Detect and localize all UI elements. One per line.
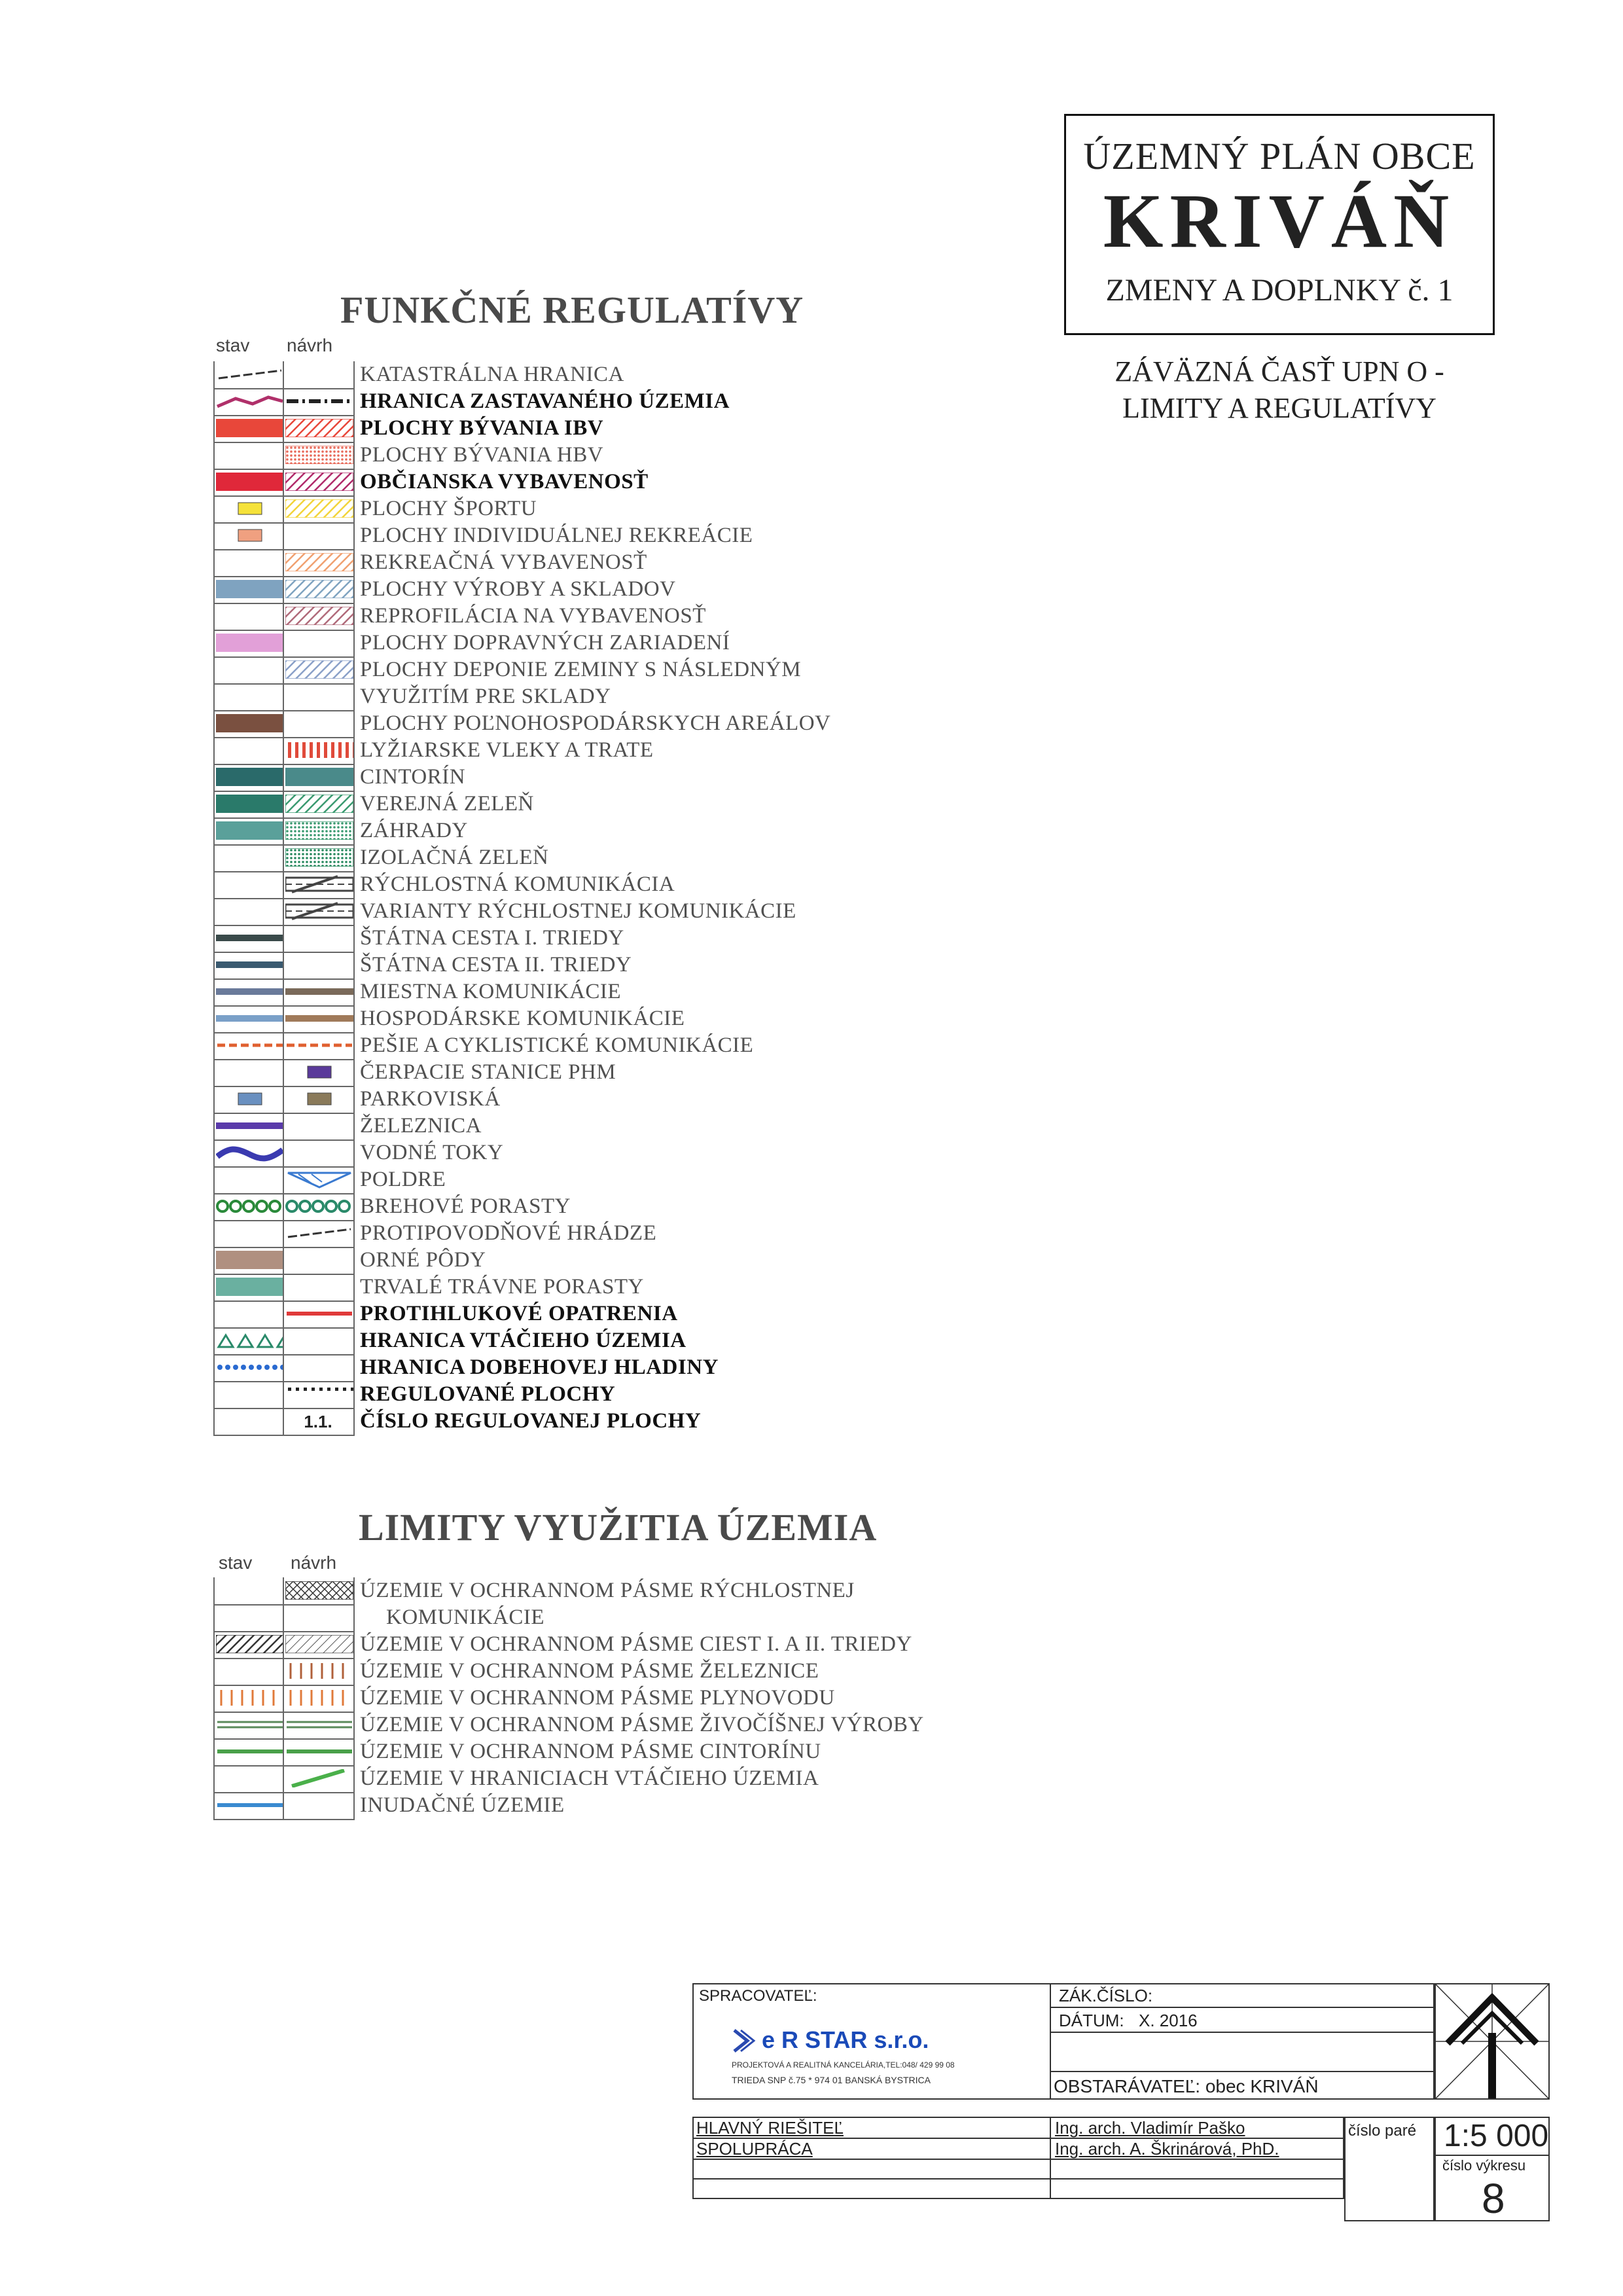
- limity-swatch-stav: [216, 1581, 284, 1600]
- stamp-empty-row-1: [692, 2159, 1051, 2179]
- regulativy-legend-row: [0, 469, 1047, 495]
- regulativy-legend-label: PARKOVISKÁ: [360, 1087, 501, 1111]
- title-village-name: KRIVÁŇ: [1103, 178, 1456, 264]
- house-emblem-icon: [1436, 1984, 1548, 2098]
- limity-swatch-navrh: [285, 1689, 353, 1707]
- regulativy-legend-row: [0, 495, 1047, 522]
- limity-legend-label: ÚZEMIE V OCHRANNOM PÁSME CIEST I. A II. TRIEDY: [360, 1632, 912, 1656]
- regulativy-swatch-navrh: [285, 929, 353, 947]
- regulativy-legend-row: [0, 415, 1047, 442]
- regulativy-legend-label: PLOCHY DEPONIE ZEMINY S NÁSLEDNÝM: [360, 658, 802, 681]
- regulativy-swatch-stav: [216, 1090, 284, 1108]
- regulativy-legend-row: [0, 1059, 1047, 1086]
- regulativy-swatch-stav: [216, 714, 284, 732]
- regulativy-legend-row: [0, 764, 1047, 791]
- regulativy-legend-label: POLDRE: [360, 1168, 446, 1191]
- limity-swatch-stav: [216, 1608, 284, 1626]
- stamp-spolupraca-label: SPOLUPRÁCA: [696, 2139, 813, 2159]
- regulativy-legend-row: [0, 1086, 1047, 1113]
- regulativy-legend-label: OBČIANSKA VYBAVENOSŤ: [360, 470, 649, 493]
- regulativy-swatch-stav: [216, 446, 284, 464]
- regulativy-swatch-navrh: [285, 660, 353, 679]
- limity-swatch-stav: [216, 1715, 284, 1734]
- regulativy-legend-row: [0, 1005, 1047, 1032]
- regulativy-legend-label: PLOCHY ŠPORTU: [360, 497, 537, 520]
- stamp-hlavny-value: Ing. arch. Vladimír Paško: [1055, 2118, 1245, 2138]
- regulativy-legend-row: [0, 683, 1047, 710]
- regulativy-swatch-navrh: [285, 848, 353, 867]
- regulativy-legend-label: PEŠIE A CYKLISTICKÉ KOMUNIKÁCIE: [360, 1033, 754, 1057]
- regulativy-legend-row: [0, 603, 1047, 630]
- grid-column-line: [283, 361, 284, 1435]
- regulativy-swatch-navrh: [285, 1063, 353, 1081]
- regulativy-legend-label: ČERPACIE STANICE PHM: [360, 1060, 616, 1084]
- regulativy-legend-row: [0, 791, 1047, 817]
- regulativy-legend-label: PLOCHY INDIVIDUÁLNEJ REKREÁCIE: [360, 524, 753, 547]
- regulativy-swatch-navrh: [285, 1036, 353, 1054]
- regulativy-swatch-navrh: [285, 473, 353, 491]
- regulativy-swatch-navrh: [285, 1170, 353, 1189]
- regulativy-legend-label: BREHOVÉ PORASTY: [360, 1194, 571, 1218]
- limity-legend-row: [0, 1604, 1047, 1631]
- regulativy-legend-label: RÝCHLOSTNÁ KOMUNIKÁCIA: [360, 872, 675, 896]
- regulativy-legend-label: PLOCHY BÝVANIA HBV: [360, 443, 604, 467]
- regulativy-swatch-navrh: [285, 1385, 353, 1403]
- regulativy-swatch-navrh: [285, 446, 353, 464]
- limity-legend-label: ÚZEMIE V OCHRANNOM PÁSME RÝCHLOSTNEJ: [360, 1579, 855, 1602]
- limity-legend-label: ÚZEMIE V OCHRANNOM PÁSME CINTORÍNU: [360, 1740, 821, 1763]
- regulativy-legend-label: PLOCHY POĽNOHOSPODÁRSKYCH AREÁLOV: [360, 711, 831, 735]
- regulativy-swatch-stav: [216, 821, 284, 840]
- regulativy-swatch-stav: [216, 1143, 284, 1162]
- regulativy-swatch-navrh: [285, 741, 353, 759]
- regulativy-swatch-navrh: [285, 1331, 353, 1350]
- regulativy-swatch-navrh: [285, 392, 353, 410]
- regulativy-legend-row: [0, 1300, 1047, 1327]
- regulativy-legend-label: PROTIHLUKOVÉ OPATRENIA: [360, 1302, 678, 1325]
- regulativy-swatch-navrh: [285, 956, 353, 974]
- regulativy-swatch-navrh: [285, 1358, 353, 1376]
- regulativy-legend-row: [0, 442, 1047, 469]
- regulativy-legend-label: VARIANTY RÝCHLOSTNEJ KOMUNIKÁCIE: [360, 899, 796, 923]
- regulativy-legend-row: [0, 361, 1047, 388]
- stamp-empty-row-2b: [1050, 2178, 1344, 2199]
- limity-swatch-navrh: [285, 1742, 353, 1761]
- regulativy-legend-row: [0, 1032, 1047, 1059]
- regulativy-swatch-stav: [216, 1278, 284, 1296]
- limity-legend-label: KOMUNIKÁCIE: [386, 1605, 544, 1629]
- limity-legend-row: [0, 1792, 1047, 1819]
- regulativy-legend-row: [0, 1113, 1047, 1139]
- regulativy-swatch-stav: [216, 365, 284, 384]
- regulativy-swatch-navrh: [285, 795, 353, 813]
- regulativy-swatch-navrh: [285, 580, 353, 598]
- regulativy-legend-row: [0, 549, 1047, 576]
- regulativy-legend-row: [0, 1166, 1047, 1193]
- regulativy-swatch-navrh: [285, 1009, 353, 1028]
- regulativy-swatch-stav: [216, 741, 284, 759]
- stamp-datum-label: DÁTUM:: [1059, 2011, 1124, 2030]
- regulativy-swatch-navrh: [285, 768, 353, 786]
- regulativy-legend-row: [0, 737, 1047, 764]
- regulativy-legend-row: [0, 656, 1047, 683]
- regulativy-legend-label: ČÍSLO REGULOVANEJ PLOCHY: [360, 1409, 702, 1433]
- regulativy-swatch-stav: [216, 982, 284, 1001]
- regulativy-legend-row: [0, 871, 1047, 898]
- limity-legend-row: [0, 1712, 1047, 1738]
- regulativy-swatch-stav: [216, 473, 284, 491]
- regulativy-swatch-stav: [216, 1331, 284, 1350]
- regulativy-legend-row: [0, 1247, 1047, 1274]
- regulativy-swatch-navrh: [285, 1251, 353, 1269]
- regulativy-col-navrh: návrh: [287, 335, 333, 355]
- grid-line: [213, 1819, 355, 1820]
- limity-swatch-navrh: [285, 1796, 353, 1814]
- regulativy-legend-label: VEREJNÁ ZELEŇ: [360, 792, 534, 816]
- limity-swatch-navrh: [285, 1608, 353, 1626]
- subtitle-line-2: LIMITY A REGULATÍVY: [1122, 392, 1436, 424]
- stamp-cislo-pare-label: číslo paré: [1348, 2122, 1417, 2140]
- regulativy-legend-label: CINTORÍN: [360, 765, 466, 789]
- grid-column-line: [283, 1577, 284, 1819]
- regulativy-legend-row: [0, 388, 1047, 415]
- limity-legend-row: [0, 1738, 1047, 1765]
- regulativy-swatch-navrh: [285, 1143, 353, 1162]
- company-line-1: PROJEKTOVÁ A REALITNÁ KANCELÁRIA,TEL:048/ 429 99 08: [732, 2060, 955, 2070]
- regulativy-swatch-navrh: [285, 902, 353, 920]
- regulativy-swatch-stav: [216, 1036, 284, 1054]
- regulativy-swatch-navrh: [285, 419, 353, 437]
- regulativy-swatch-navrh: [285, 553, 353, 571]
- regulativy-legend-label: REGULOVANÉ PLOCHY: [360, 1382, 616, 1406]
- limity-legend-row: [0, 1631, 1047, 1658]
- limity-swatch-stav: [216, 1662, 284, 1680]
- regulativy-legend-label: LYŽIARSKE VLEKY A TRATE: [360, 738, 654, 762]
- limity-swatch-stav: [216, 1635, 284, 1653]
- stamp-empty-row-2: [692, 2178, 1051, 2199]
- regulativy-swatch-navrh: [285, 1224, 353, 1242]
- regulativy-swatch-stav: [216, 929, 284, 947]
- regulativy-swatch-navrh: [285, 1197, 353, 1215]
- regulativy-legend-row: [0, 1274, 1047, 1300]
- regulativy-swatch-stav: [216, 419, 284, 437]
- regulativy-legend-label: ORNÉ PÔDY: [360, 1248, 486, 1272]
- regulativy-swatch-stav: [216, 1412, 284, 1430]
- regulativy-heading: FUNKČNÉ REGULATÍVY: [340, 289, 804, 331]
- regulativy-legend-label: ZÁHRADY: [360, 819, 468, 842]
- regulativy-swatch-stav: [216, 848, 284, 867]
- grid-column-line: [213, 361, 215, 1435]
- limity-col-stav: stav: [219, 1552, 253, 1573]
- regulativy-legend-row: [0, 1220, 1047, 1247]
- regulativy-swatch-stav: [216, 1251, 284, 1269]
- limity-legend-row: [0, 1685, 1047, 1712]
- limity-legend-label: ÚZEMIE V OCHRANNOM PÁSME PLYNOVODU: [360, 1686, 835, 1710]
- stamp-spracovatel-label: SPRACOVATEĽ:: [699, 1987, 817, 2005]
- regulativy-swatch-navrh: [285, 365, 353, 384]
- limity-legend-row: [0, 1658, 1047, 1685]
- regulativy-legend-label: PROTIPOVODŇOVÉ HRÁDZE: [360, 1221, 657, 1245]
- stamp-spolupraca-value: Ing. arch. A. Škrinárová, PhD.: [1055, 2139, 1279, 2159]
- regulativy-swatch-stav: [216, 902, 284, 920]
- regulativy-legend-row: [0, 576, 1047, 603]
- regulativy-legend-label: PLOCHY BÝVANIA IBV: [360, 416, 604, 440]
- stamp-scale: 1:5 000: [1444, 2119, 1549, 2153]
- regulativy-swatch-navrh: [285, 875, 353, 893]
- limity-legend-row: [0, 1765, 1047, 1792]
- regulativy-swatch-stav: [216, 1009, 284, 1028]
- regulativy-legend-label: IZOLAČNÁ ZELEŇ: [360, 846, 549, 869]
- regulativy-swatch-navrh: [285, 1278, 353, 1296]
- subtitle: [1064, 353, 1495, 427]
- regulativy-legend-label: VYUŽITÍM PRE SKLADY: [360, 685, 611, 708]
- regulativy-swatch-navrh: [285, 1304, 353, 1323]
- limity-swatch-navrh: [285, 1769, 353, 1787]
- regulativy-legend-row: [0, 952, 1047, 978]
- regulativy-legend-label: TRVALÉ TRÁVNE PORASTY: [360, 1275, 644, 1299]
- regulativy-swatch-stav: [216, 1063, 284, 1081]
- regulativy-legend-label: PLOCHY DOPRAVNÝCH ZARIADENÍ: [360, 631, 730, 655]
- regulativy-swatch-stav: [216, 392, 284, 410]
- limity-swatch-stav: [216, 1742, 284, 1761]
- regulativy-swatch-stav: [216, 1304, 284, 1323]
- subtitle-line-1: ZÁVÄZNÁ ČASŤ UPN O -: [1115, 355, 1444, 387]
- regulativy-swatch-stav: [216, 875, 284, 893]
- regulativy-swatch-stav: [216, 1385, 284, 1403]
- regulativy-swatch-stav: [216, 795, 284, 813]
- regulativy-swatch-stav: [216, 956, 284, 974]
- regulativy-swatch-stav: [216, 580, 284, 598]
- limity-heading: LIMITY VYUŽITIA ÚZEMIA: [359, 1506, 878, 1549]
- regulativy-swatch-stav: [216, 526, 284, 545]
- grid-column-line: [213, 1577, 215, 1819]
- stamp-blank-cell: [1050, 2032, 1435, 2072]
- regulativy-legend-label: HRANICA ZASTAVANÉHO ÚZEMIA: [360, 389, 730, 413]
- regulativy-legend-row: [0, 978, 1047, 1005]
- limity-swatch-navrh: [285, 1662, 353, 1680]
- regulativy-legend-label: MIESTNA KOMUNIKÁCIE: [360, 980, 622, 1003]
- regulativy-swatch-navrh: [285, 1090, 353, 1108]
- company-name: e R STAR s.r.o.: [762, 2026, 929, 2053]
- title-box: [1064, 114, 1495, 335]
- limity-swatch-navrh: [285, 1715, 353, 1734]
- regulativy-legend-row: [0, 1354, 1047, 1381]
- regulativy-legend-label: VODNÉ TOKY: [360, 1141, 504, 1164]
- regulativy-legend-label: KATASTRÁLNA HRANICA: [360, 363, 624, 386]
- regulativy-legend-label: ŽELEZNICA: [360, 1114, 482, 1138]
- regulativy-swatch-navrh: [285, 526, 353, 545]
- regulativy-swatch-stav: [216, 1224, 284, 1242]
- regulativy-legend-label: REPROFILÁCIA NA VYBAVENOSŤ: [360, 604, 706, 628]
- regulativy-swatch-stav: [216, 768, 284, 786]
- regulativy-legend-label: HRANICA VTÁČIEHO ÚZEMIA: [360, 1329, 687, 1352]
- regulativy-swatch-navrh: [285, 1412, 353, 1430]
- regulativy-legend-row: [0, 1193, 1047, 1220]
- stamp-obstaravatel: OBSTARÁVATEĽ: obec KRIVÁŇ: [1054, 2076, 1319, 2096]
- limity-swatch-stav: [216, 1796, 284, 1814]
- stamp-datum-value: X. 2016: [1139, 2011, 1198, 2030]
- regulativy-legend-row: [0, 1381, 1047, 1408]
- regulativy-swatch-stav: [216, 634, 284, 652]
- regulativy-swatch-stav: [216, 1117, 284, 1135]
- regulativy-legend-row: [0, 844, 1047, 871]
- stamp-zak-cislo-label: ZÁK.ČÍSLO:: [1059, 1986, 1153, 2005]
- regulativy-legend-row: [0, 1408, 1047, 1435]
- limity-swatch-navrh: [285, 1581, 353, 1600]
- title-line-1: ÚZEMNÝ PLÁN OBCE: [1083, 135, 1476, 177]
- regulativy-legend-label: PLOCHY VÝROBY A SKLADOV: [360, 577, 676, 601]
- regulativy-swatch-navrh: [285, 1117, 353, 1135]
- regulativy-legend-row: [0, 1327, 1047, 1354]
- stamp-cislo-vykresu-label: číslo výkresu: [1442, 2157, 1526, 2174]
- limity-legend-label: ÚZEMIE V OCHRANNOM PÁSME ŽELEZNICE: [360, 1659, 819, 1683]
- regulativy-swatch-stav: [216, 499, 284, 518]
- stamp-hlavny-label: HLAVNÝ RIEŠITEĽ: [696, 2118, 844, 2138]
- regulativy-swatch-navrh: [285, 714, 353, 732]
- grid-column-line: [353, 1577, 355, 1819]
- regulativy-legend-label: HOSPODÁRSKE KOMUNIKÁCIE: [360, 1007, 685, 1030]
- regulativy-legend-label: ŠTÁTNA CESTA I. TRIEDY: [360, 926, 624, 950]
- company-logo-icon: [732, 2028, 758, 2054]
- regulativy-col-stav: stav: [216, 335, 250, 355]
- stamp-empty-row-1b: [1050, 2159, 1344, 2179]
- regulativy-swatch-navrh: [285, 687, 353, 706]
- regulativy-swatch-stav: [216, 607, 284, 625]
- regulativy-swatch-navrh: [285, 821, 353, 840]
- limity-swatch-navrh: [285, 1635, 353, 1653]
- regulativy-legend-row: [0, 925, 1047, 952]
- regulativy-swatch-navrh: [285, 499, 353, 518]
- regulativy-legend-row: [0, 898, 1047, 925]
- limity-legend-label: ÚZEMIE V OCHRANNOM PÁSME ŽIVOČÍŠNEJ VÝROBY: [360, 1713, 924, 1736]
- limity-legend-row: [0, 1577, 1047, 1604]
- limity-legend-label: INUDAČNÉ ÚZEMIE: [360, 1793, 565, 1817]
- company-line-2: TRIEDA SNP č.75 * 974 01 BANSKÁ BYSTRICA: [732, 2075, 931, 2085]
- grid-line: [213, 1435, 355, 1436]
- regulativy-swatch-stav: [216, 687, 284, 706]
- regulativy-legend-label: HRANICA DOBEHOVEJ HLADINY: [360, 1355, 719, 1379]
- grid-column-line: [353, 361, 355, 1435]
- limity-swatch-stav: [216, 1769, 284, 1787]
- regulativy-legend-row: [0, 630, 1047, 656]
- limity-col-navrh: návrh: [291, 1552, 337, 1573]
- regulativy-legend-label: ŠTÁTNA CESTA II. TRIEDY: [360, 953, 632, 977]
- limity-legend-label: ÚZEMIE V HRANICIACH VTÁČIEHO ÚZEMIA: [360, 1767, 819, 1790]
- svg-text:1.1.: 1.1.: [304, 1412, 332, 1430]
- regulativy-legend-row: [0, 710, 1047, 737]
- regulativy-swatch-navrh: [285, 634, 353, 652]
- regulativy-swatch-navrh: [285, 607, 353, 625]
- regulativy-legend-row: [0, 522, 1047, 549]
- regulativy-swatch-stav: [216, 660, 284, 679]
- regulativy-legend-row: [0, 1139, 1047, 1166]
- stamp-cislo-vykresu-value: 8: [1482, 2175, 1505, 2222]
- limity-swatch-stav: [216, 1689, 284, 1707]
- regulativy-legend-label: REKREAČNÁ VYBAVENOSŤ: [360, 550, 647, 574]
- regulativy-swatch-stav: [216, 1197, 284, 1215]
- regulativy-legend-row: [0, 817, 1047, 844]
- regulativy-swatch-stav: [216, 1170, 284, 1189]
- title-line-3: ZMENY A DOPLNKY č. 1: [1105, 273, 1454, 308]
- regulativy-swatch-navrh: [285, 982, 353, 1001]
- regulativy-swatch-stav: [216, 1358, 284, 1376]
- regulativy-swatch-stav: [216, 553, 284, 571]
